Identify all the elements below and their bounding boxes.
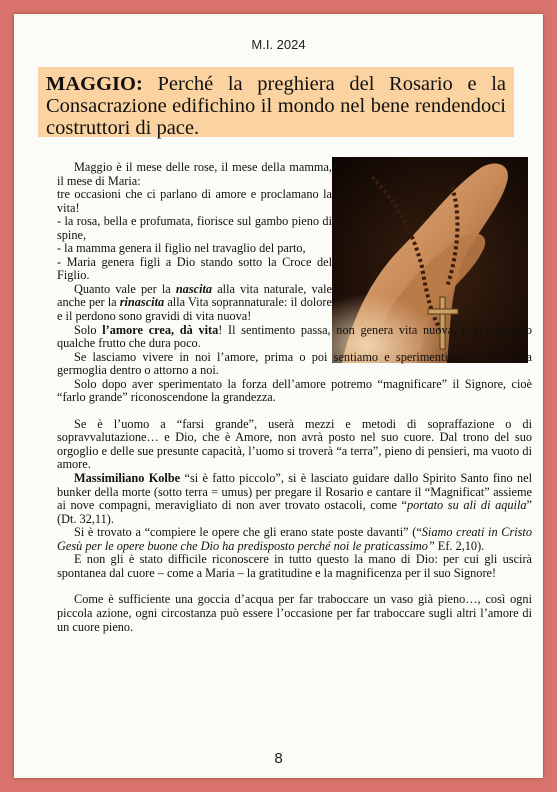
page [14,14,543,778]
article-body [57,161,532,634]
paragraph: Solo l’amore crea, dà vita! Il sentimento passa, non genera vita nuova, o al massimo qualche frutto che dura poco. [57,322,532,351]
paragraph: Maggio è il mese delle rose, il mese della mamma, il mese di Maria: [57,160,332,188]
paragraph: - la rosa, bella e profumata, fiorisce sul gambo pieno di spine, [57,214,332,242]
paragraph: Massimiliano Kolbe “si è fatto piccolo”, si è lasciato guidare dallo Spirito Santo fino nel bunker della morte (sotto terra = umus) per pregare il Rosario e cantare il “Magnificat” assieme ai nove compagni, meravigliato di non aver trovato ostacoli, come “portato su ali di aquila” (Dt. 32,11). [57,471,533,526]
paragraph: Solo dopo aver sperimentato la forza dell’amore potremo “magnificare” il Signore, cioè “farlo grande” riconoscendone la grandezza. [57,376,532,405]
paragraph: Quanto vale per la nascita alla vita naturale, vale anche per la rinascita alla Vita soprannaturale: il dolore e il perdono sono gravidi di vita nuova! [57,281,332,324]
paragraph: Se è l’uomo a “farsi grande”, userà mezzi e metodi di sopraffazione o di sopravvalutazione… e Dio, che è Amore, non avrà posto nel suo cuore. Dal trono del suo orgoglio e delle sue presunte capacità, l’uomo si troverà “a terra”, pieno di pensieri, ma vuoto di amore. [57,416,532,472]
paragraph: - la mamma genera il figlio nel travaglio del parto, [57,241,306,256]
title-text: Perché la preghiera del Rosario e la Consacrazione edifichino il mondo nel bene rendendoci costruttori di pace. [46,73,506,139]
page-header: M.I. 2024 [251,37,306,52]
page-number: 8 [274,750,283,767]
title-lead: MAGGIO: [46,73,143,95]
paragraph: tre occasioni che ci parlano di amore e proclamano la vita! [57,187,332,215]
paragraph: Se lasciamo vivere in noi l’amore, prima o poi sentiamo e sperimentiamo che la vita germoglia dentro o attorno a noi. [57,349,532,378]
title-box [38,67,514,137]
paragraph: Si è trovato a “compiere le opere che gli erano state poste davanti” (“Siamo creati in Cristo Gesù per le opere buone che Dio ha predisposto perché noi le praticassimo” Ef. 2,10). [57,525,532,553]
paragraph: E non gli è stato difficile riconoscere in tutto questo la mano di Dio: per cui gli uscirà spontanea dal cuore – come a Maria – la gratitudine e la magnificenza per il suo Signore! [57,552,532,580]
paragraph: Come è sufficiente una goccia d’acqua per far traboccare un vaso già pieno…, così ogni piccola azione, ogni circostanza può essere l’occasione per far traboccare sugli altri l’amore di un cuore pieno. [57,592,532,634]
paragraph: - Maria genera figli a Dio stando sotto la Croce del Figlio. [57,254,332,283]
